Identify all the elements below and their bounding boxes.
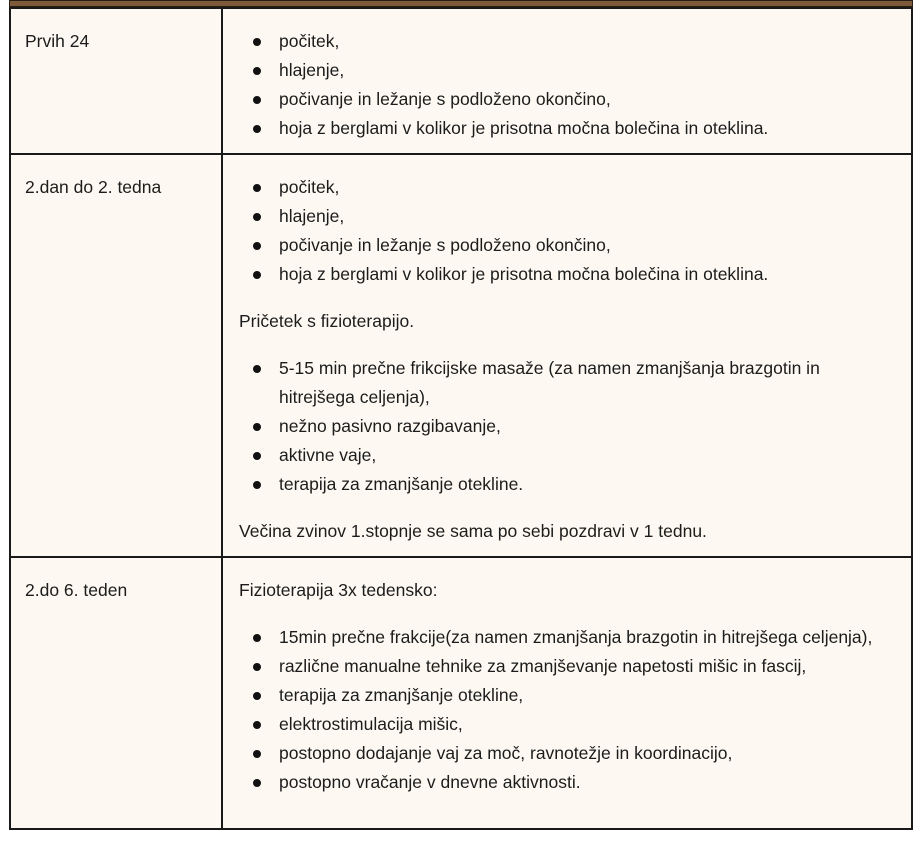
bullet-icon xyxy=(253,242,261,250)
list-item xyxy=(279,652,897,681)
list-item-text: nežno pasivno razgibavanje, xyxy=(279,416,501,436)
list-item xyxy=(279,412,897,441)
list-item xyxy=(279,202,897,231)
bullet-icon xyxy=(253,663,261,671)
bullet-list xyxy=(239,354,897,499)
paragraph-text: Pričetek s fizioterapijo. xyxy=(239,311,415,331)
period-label: 2.dan do 2. tedna xyxy=(25,177,162,197)
list-item-text: hlajenje, xyxy=(279,60,345,80)
period-cell xyxy=(10,154,222,557)
bullet-icon xyxy=(253,692,261,700)
list-item xyxy=(279,260,897,289)
bullet-icon xyxy=(253,365,261,373)
list-item-text: hoja z berglami v kolikor je prisotna močna bolečina in oteklina. xyxy=(279,264,769,284)
treatment-schedule-table xyxy=(9,7,913,830)
list-item xyxy=(279,114,897,143)
bullet-icon xyxy=(253,750,261,758)
list-item xyxy=(279,85,897,114)
content-cell xyxy=(222,557,912,829)
list-item-text: elektrostimulacija mišic, xyxy=(279,714,463,734)
list-item xyxy=(279,623,897,652)
list-item xyxy=(279,231,897,260)
bullet-icon xyxy=(253,634,261,642)
list-item xyxy=(279,768,897,797)
bullet-icon xyxy=(253,38,261,46)
list-item-text: terapija za zmanjšanje otekline. xyxy=(279,474,524,494)
list-item-text: počitek, xyxy=(279,177,340,197)
bullet-list xyxy=(239,173,897,289)
list-item-text: 15min prečne frakcije(za namen zmanjšanja brazgotin in hitrejšega celjenja), xyxy=(279,627,873,647)
bullet-icon xyxy=(253,423,261,431)
list-item-text: aktivne vaje, xyxy=(279,445,377,465)
period-label: 2.do 6. teden xyxy=(25,580,128,600)
table-header-bar xyxy=(9,0,913,7)
list-item xyxy=(279,441,897,470)
paragraph-text: Večina zvinov 1.stopnje se sama po sebi pozdravi v 1 tednu. xyxy=(239,521,707,541)
bullet-icon xyxy=(253,96,261,104)
list-item xyxy=(279,173,897,202)
list-item xyxy=(279,354,897,412)
period-label: Prvih 24 xyxy=(25,31,90,51)
treatment-table-container xyxy=(9,0,913,830)
bullet-icon xyxy=(253,213,261,221)
table-row xyxy=(10,8,912,154)
period-cell xyxy=(10,8,222,154)
period-cell xyxy=(10,557,222,829)
list-item-text: hlajenje, xyxy=(279,206,345,226)
list-item-text: 5-15 min prečne frikcijske masaže (za namen zmanjšanja brazgotin in hitrejšega celjenja), xyxy=(279,358,820,407)
bullet-icon xyxy=(253,779,261,787)
table-row xyxy=(10,557,912,829)
bullet-icon xyxy=(253,481,261,489)
list-item-text: počivanje in ležanje s podloženo okončino, xyxy=(279,89,611,109)
bullet-icon xyxy=(253,271,261,279)
bullet-icon xyxy=(253,452,261,460)
bullet-icon xyxy=(253,721,261,729)
list-item-text: postopno dodajanje vaj za moč, ravnotežje in koordinacijo, xyxy=(279,743,733,763)
list-item xyxy=(279,56,897,85)
list-item xyxy=(279,710,897,739)
list-item-text: terapija za zmanjšanje otekline, xyxy=(279,685,524,705)
content-cell xyxy=(222,8,912,154)
list-item-text: različne manualne tehnike za zmanjševanje napetosti mišic in fascij, xyxy=(279,656,807,676)
bullet-icon xyxy=(253,67,261,75)
paragraph-text: Fizioterapija 3x tedensko: xyxy=(239,580,438,600)
bullet-list xyxy=(239,623,897,797)
list-item xyxy=(279,470,897,499)
list-item-text: postopno vračanje v dnevne aktivnosti. xyxy=(279,772,581,792)
bullet-icon xyxy=(253,184,261,192)
list-item xyxy=(279,739,897,768)
list-item-text: počitek, xyxy=(279,31,340,51)
content-cell xyxy=(222,154,912,557)
table-row xyxy=(10,154,912,557)
list-item xyxy=(279,27,897,56)
list-item-text: hoja z berglami v kolikor je prisotna močna bolečina in oteklina. xyxy=(279,118,769,138)
bullet-list xyxy=(239,27,897,143)
bullet-icon xyxy=(253,125,261,133)
list-item-text: počivanje in ležanje s podloženo okončino, xyxy=(279,235,611,255)
list-item xyxy=(279,681,897,710)
